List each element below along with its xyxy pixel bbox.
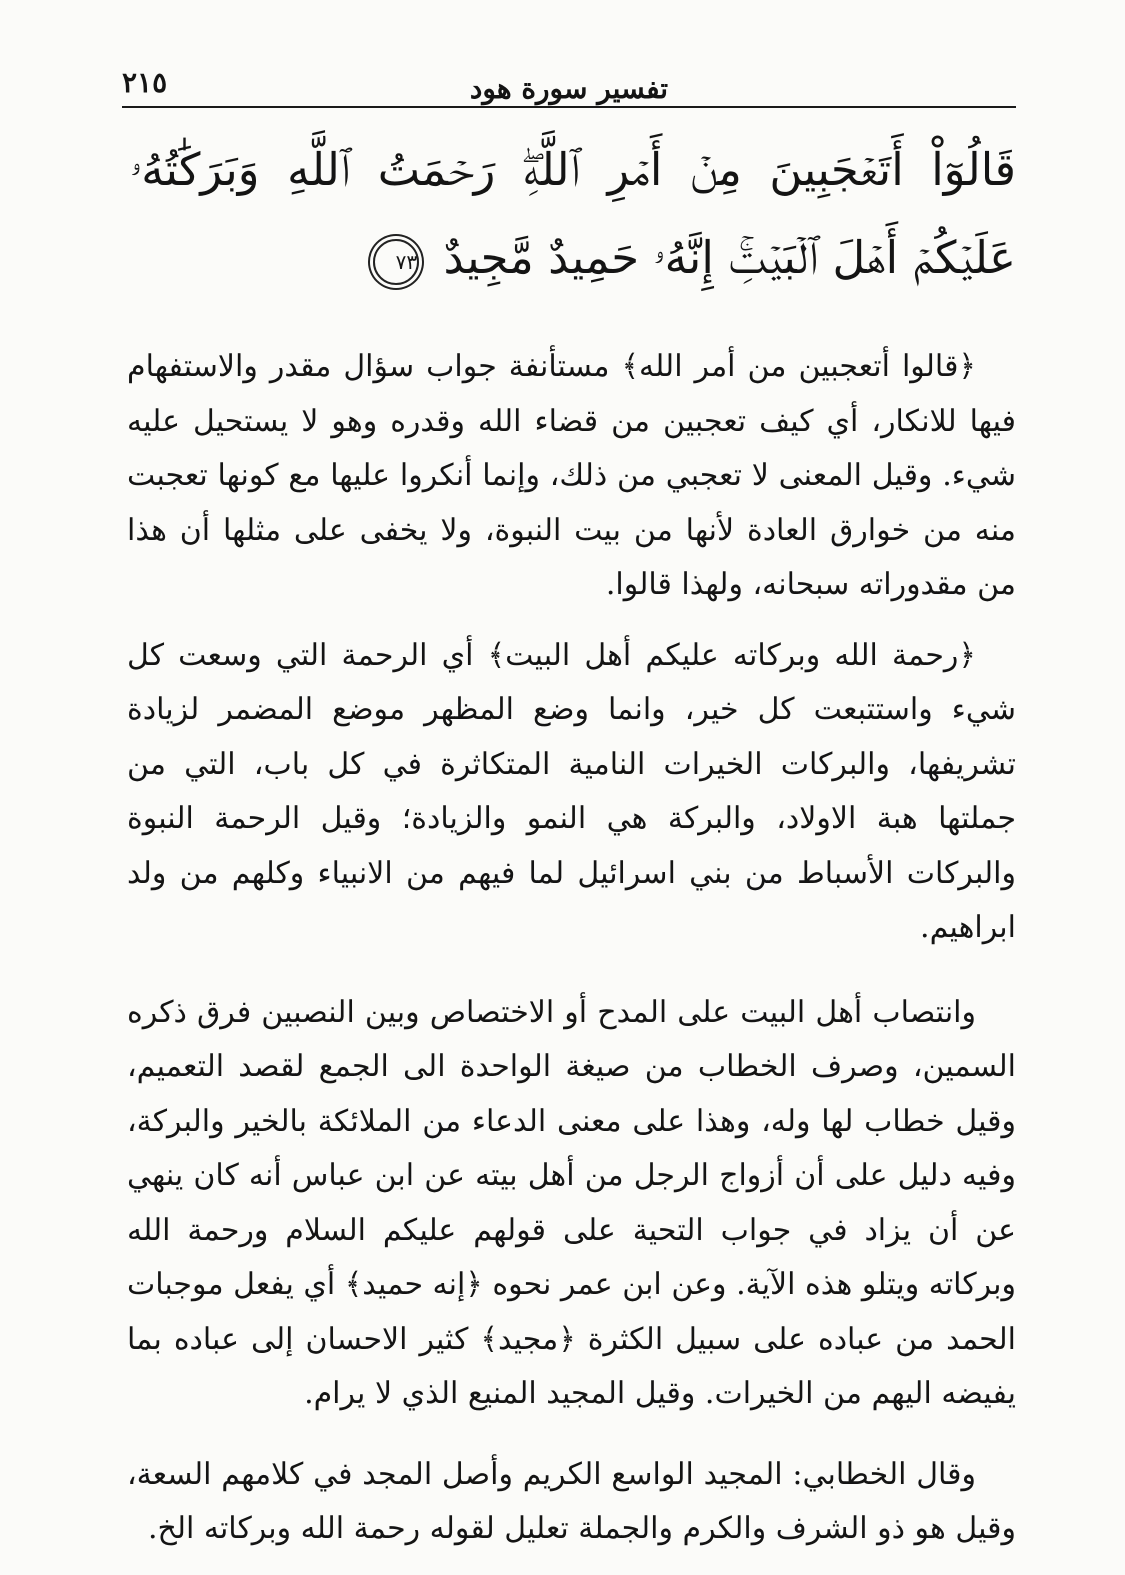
verse-text: قَالُوٓاْ أَتَعۡجَبِينَ مِنۡ أَمۡرِ ٱللَّهِۖ رَحۡمَتُ ٱللَّهِ وَبَرَكَٰتُهُۥ عَلَيۡكُمۡ أَهۡلَ ٱلۡبَيۡتِۚ إِنَّهُۥ حَمِيدٌ مَّجِيدٌ [130, 143, 1016, 284]
header-rule [122, 106, 1016, 108]
commentary-body [127, 340, 1016, 1557]
quran-verse [130, 126, 1016, 302]
commentary-paragraph: ﴿رحمة الله وبركاته عليكم أهل البيت﴾ أي الرحمة التي وسعت كل شيء واستتبعت كل خير، وانما وضع المظهر موضع المضمر لزيادة تشريفها، والبركات الخيرات النامية المتكاثرة في كل باب، التي من جملتها هبة الاولاد، والبركة هي النمو والزيادة؛ وقيل الرحمة النبوة والبركات الأسباط من بني اسرائيل لما فيهم من الانبياء وكلهم من ولد ابراهيم. [127, 637, 1016, 945]
commentary-paragraph: ﴿قالوا أتعجبين من أمر الله﴾ مستأنفة جواب سؤال مقدر والاستفهام فيها للانكار، أي كيف تعجبين من قضاء الله وقدره وهو لا يستحيل عليه شيء. وقيل المعنى لا تعجبي من ذلك، وإنما أنكروا عليها مع كونها تعجبت منه من خوارق العادة لأنها من بيت النبوة، ولا يخفى على مثلها أن هذا من مقدوراته سبحانه، ولهذا قالوا. [127, 349, 1016, 602]
commentary-paragraph: وانتصاب أهل البيت على المدح أو الاختصاص وبين النصبين فرق ذكره السمين، وصرف الخطاب من صيغة الواحدة الى الجمع لقصد التعميم، وقيل خطاب لها وله، وهذا على معنى الدعاء من الملائكة بالخير والبركة، وفيه دليل على أن أزواج الرجل من أهل بيته عن ابن عباس أنه كان ينهي عن أن يزاد في جواب التحية على قولهم عليكم السلام ورحمة الله وبركاته ويتلو هذه الآية. وعن ابن عمر نحوه ﴿إنه حميد﴾ أي يفعل موجبات الحمد من عباده على سبيل الكثرة ﴿مجيد﴾ كثير الاحسان إلى عباده بما يفيضه اليهم من الخيرات. وقيل المجيد المنيع الذي لا يرام. [127, 994, 1016, 1411]
commentary-paragraph: وقال الخطابي: المجيد الواسع الكريم وأصل المجد في كلامهم السعة، وقيل هو ذو الشرف والكرم والجملة تعليل لقوله رحمة الله وبركاته الخ. [127, 1456, 1016, 1546]
running-title: تفسير سورة هود [469, 72, 669, 105]
page-number: ٢١٥ [122, 66, 168, 99]
page-header [122, 58, 1016, 108]
ayah-number-marker: ٧٣ [373, 239, 419, 285]
